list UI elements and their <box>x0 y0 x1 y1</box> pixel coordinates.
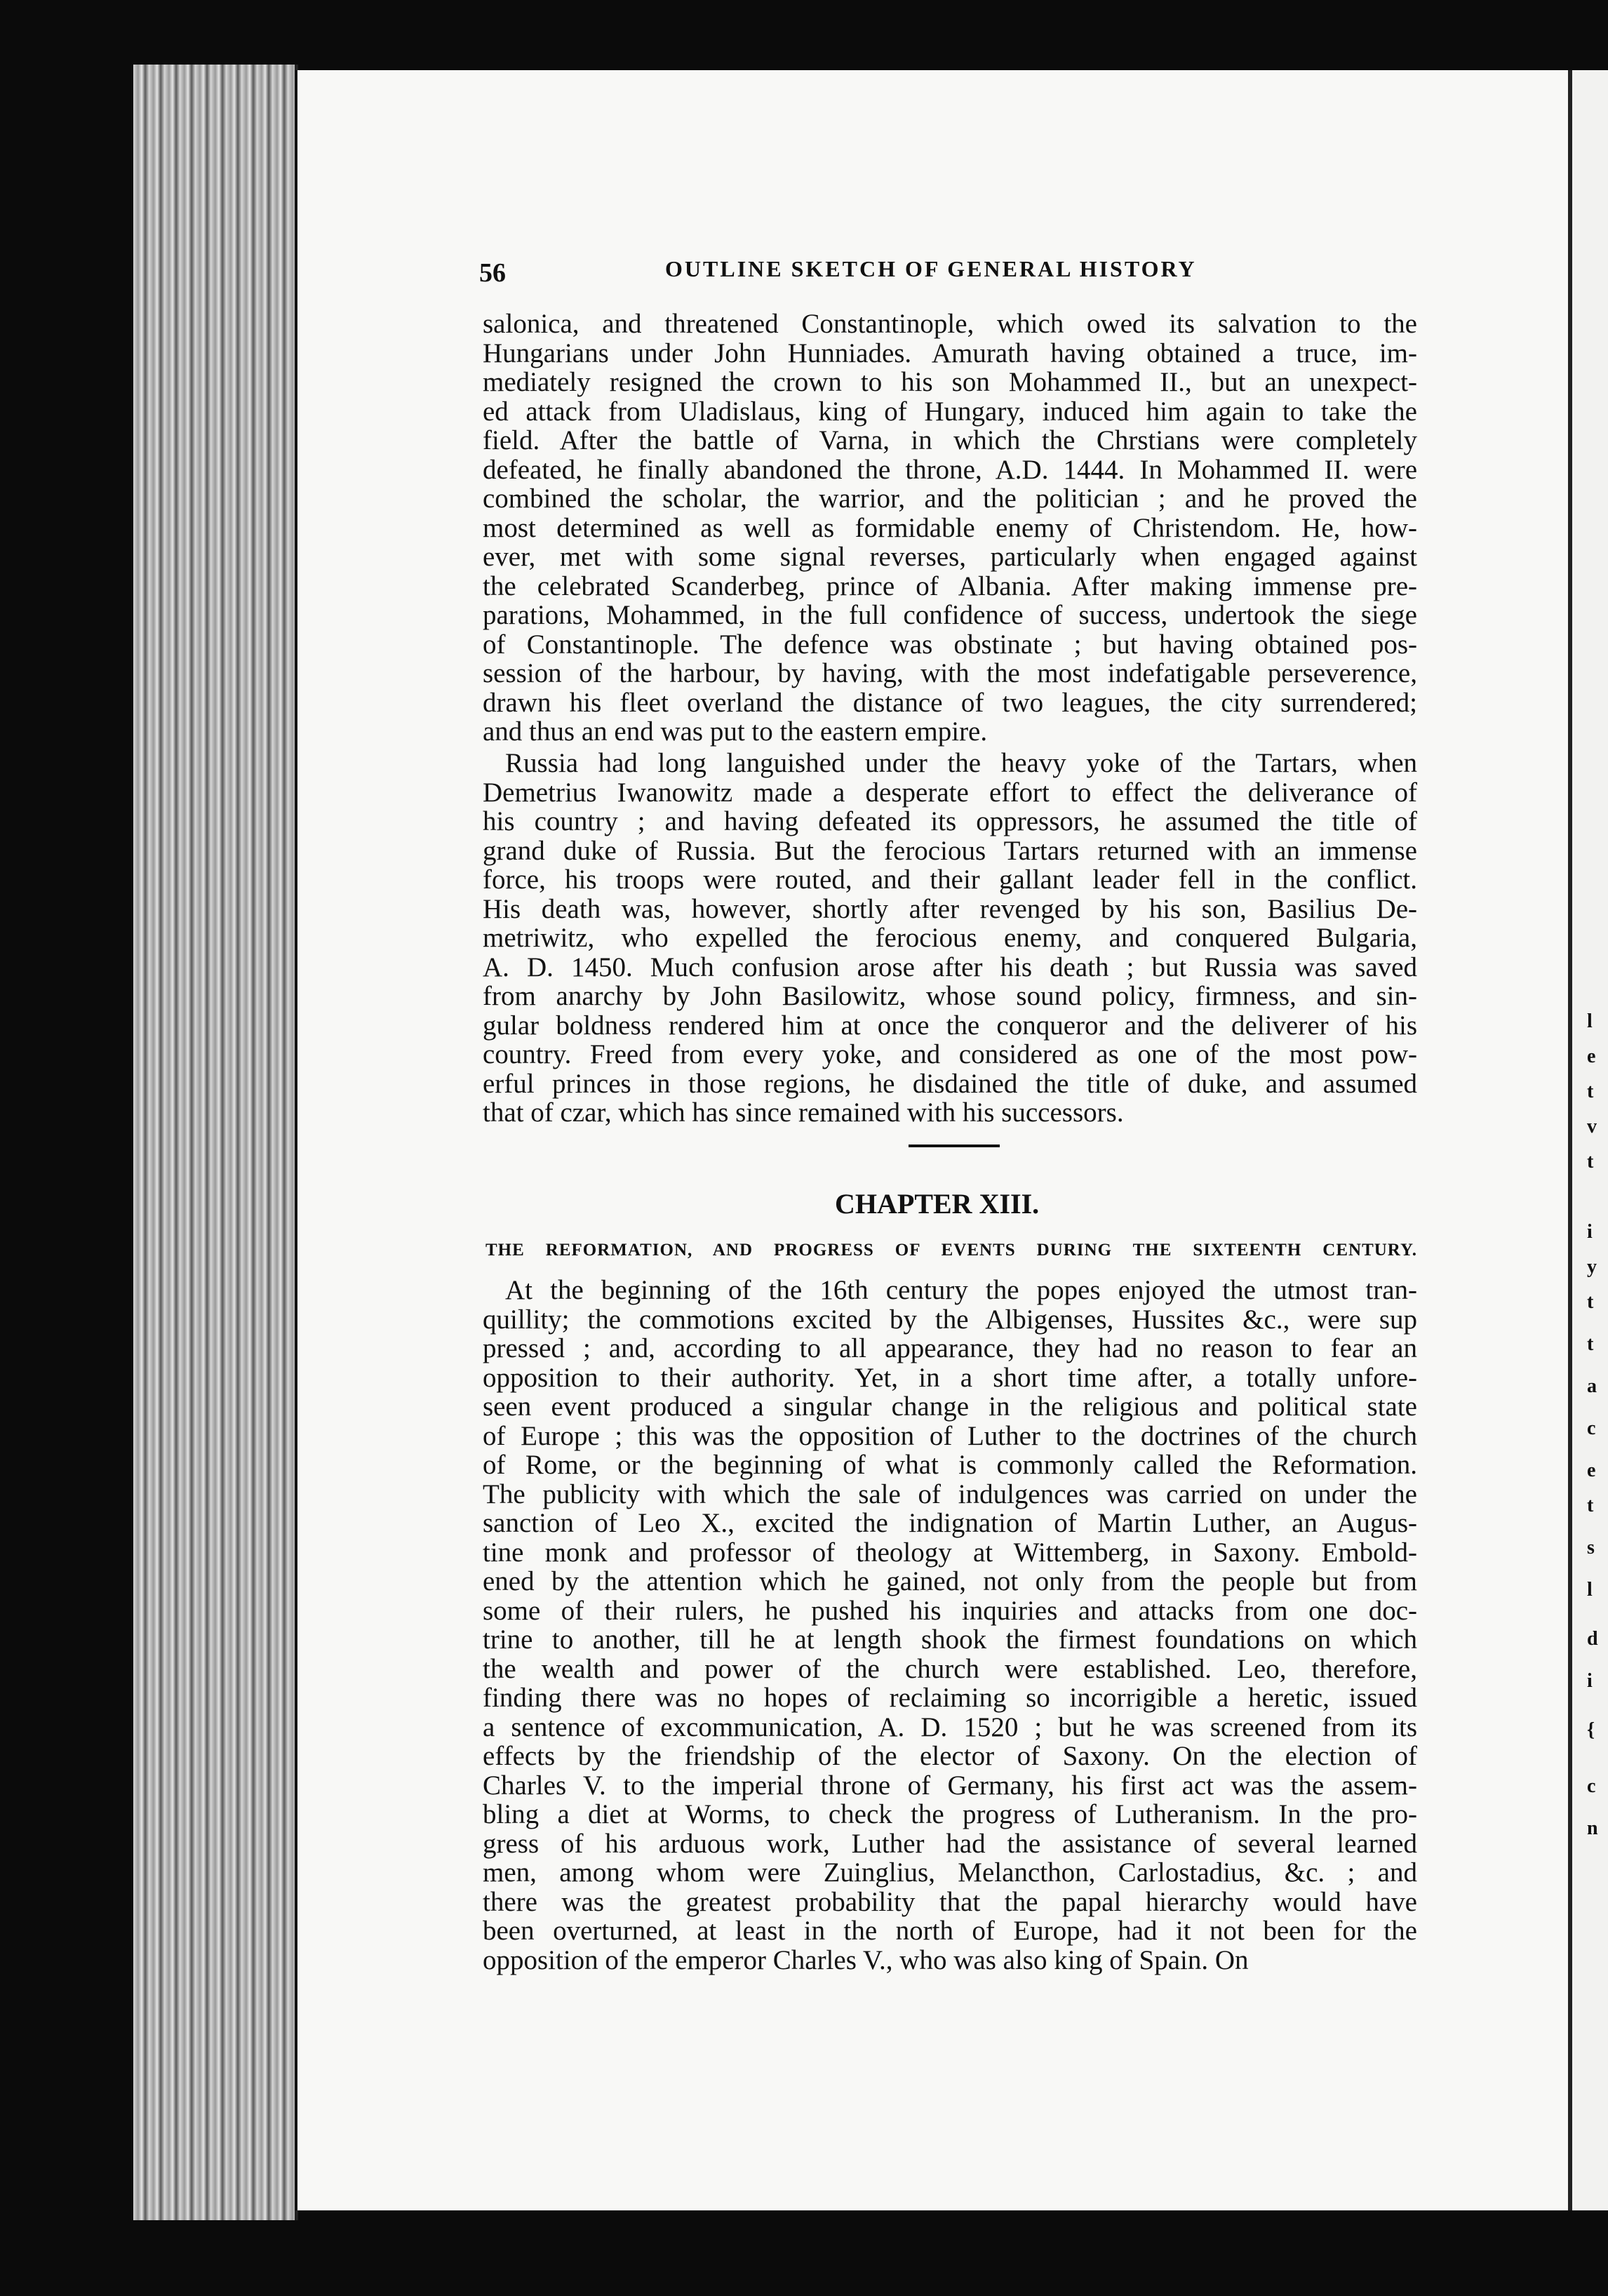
text-line: been overturned, at least in the north of Europe, had it not been for the <box>483 1916 1417 1946</box>
text-line: pressed ; and, according to all appearance, they had no reason to fear an <box>483 1333 1417 1363</box>
text-line: His death was, however, shortly after revenged by his son, Basilius De- <box>483 893 1417 924</box>
edge-letter: t <box>1587 1081 1594 1102</box>
text-line: ed attack from Uladislaus, king of Hungary, induced him again to take the <box>483 396 1417 427</box>
edge-letter: s <box>1587 1537 1595 1559</box>
page-number: 56 <box>479 258 506 288</box>
text-line: sanction of Leo X., excited the indignation of Martin Luther, an Augus- <box>483 1508 1417 1538</box>
text-line: some of their rulers, he pushed his inquiries and attacks from one doc- <box>483 1595 1417 1626</box>
edge-letter: l <box>1587 1010 1593 1032</box>
text-line: there was the greatest probability that the papal hierarchy would have <box>483 1886 1417 1917</box>
text-line: tine monk and professor of theology at Wittemberg, in Saxony. Embold- <box>483 1537 1417 1568</box>
edge-letter: i <box>1587 1670 1593 1692</box>
text-line: bling a diet at Worms, to check the progress of Lutheranism. In the pro- <box>483 1799 1417 1829</box>
edge-letter: e <box>1587 1046 1596 1067</box>
text-line: Demetrius Iwanowitz made a desperate effort to effect the deliverance of <box>483 777 1417 808</box>
text-line: a sentence of excommunication, A. D. 1520 ; but he was screened from its <box>483 1711 1417 1742</box>
text-line: that of czar, which has since remained with his successors. <box>483 1097 1124 1128</box>
edge-letter: v <box>1587 1116 1597 1137</box>
text-line: men, among whom were Zuinglius, Melancthon, Carlostadius, &c. ; and <box>483 1857 1417 1888</box>
text-line: from anarchy by John Basilowitz, whose sound policy, firmness, and sin- <box>483 981 1417 1011</box>
section-divider <box>909 1144 1000 1147</box>
text-line: At the beginning of the 16th century the popes enjoyed the utmost tran- <box>505 1275 1417 1305</box>
edge-letter: { <box>1587 1719 1595 1741</box>
edge-letter: n <box>1587 1817 1598 1839</box>
text-line: of Constantinople. The defence was obstinate ; but having obtained pos- <box>483 629 1417 660</box>
edge-letter: i <box>1587 1221 1593 1243</box>
text-line: defeated, he finally abandoned the throne, A.D. 1444. In Mohammed II. were <box>483 454 1417 485</box>
text-line: salonica, and threatened Constantinople, which owed its salvation to the <box>483 309 1417 339</box>
text-line: effects by the friendship of the elector of Saxony. On the election of <box>483 1741 1417 1771</box>
edge-letter: e <box>1587 1460 1596 1481</box>
text-line: of Rome, or the beginning of what is commonly called the Reformation. <box>483 1450 1417 1480</box>
edge-letter: y <box>1587 1256 1597 1278</box>
text-line: Charles V. to the imperial throne of Germany, his first act was the assem- <box>483 1770 1417 1801</box>
edge-letter: c <box>1587 1417 1596 1439</box>
text-line: metriwitz, who expelled the ferocious enemy, and conquered Bulgaria, <box>483 923 1417 953</box>
edge-letter: t <box>1587 1151 1594 1173</box>
edge-letter: a <box>1587 1375 1597 1397</box>
text-line: combined the scholar, the warrior, and the politician ; and he proved the <box>483 483 1417 514</box>
text-line: seen event produced a singular change in the religious and political state <box>483 1391 1417 1422</box>
text-line: ened by the attention which he gained, not only from the people but from <box>483 1566 1417 1596</box>
text-line: gular boldness rendered him at once the conqueror and the deliverer of his <box>483 1010 1417 1041</box>
text-line: the celebrated Scanderbeg, prince of Albania. After making immense pre- <box>483 570 1417 601</box>
text-line: his country ; and having defeated its oppressors, he assumed the title of <box>483 806 1417 836</box>
text-line: The publicity with which the sale of indulgences was carried on under the <box>483 1479 1417 1509</box>
text-line: grand duke of Russia. But the ferocious Tartars returned with an immense <box>483 835 1417 866</box>
text-line: opposition to their authority. Yet, in a short time after, a totally unfore- <box>483 1362 1417 1393</box>
text-line: the wealth and power of the church were established. Leo, therefore, <box>483 1653 1417 1684</box>
text-line: country. Freed from every yoke, and considered as one of the most pow- <box>483 1039 1417 1069</box>
text-line: finding there was no hopes of reclaiming so incorrigible a heretic, issued <box>483 1683 1417 1713</box>
text-line: most determined as well as formidable enemy of Christendom. He, how- <box>483 512 1417 543</box>
text-line: of Europe ; this was the opposition of Luther to the doctrines of the church <box>483 1420 1417 1451</box>
paragraph-turkish-empire <box>483 309 1417 747</box>
text-line: Russia had long languished under the heavy yoke of the Tartars, when <box>505 748 1417 778</box>
edge-letter: d <box>1587 1628 1598 1650</box>
facing-page-edge <box>1568 70 1608 2210</box>
book-page-edges <box>133 65 298 2220</box>
text-line: session of the harbour, by having, with the most indefatigable perseverence, <box>483 658 1417 688</box>
text-line: and thus an end was put to the eastern empire. <box>483 716 988 747</box>
chapter-title: CHAPTER XIII. <box>835 1188 1040 1220</box>
chapter-subtitle: THE REFORMATION, AND PROGRESS OF EVENTS DURING THE SIXTEENTH CENTURY. <box>485 1241 1417 1260</box>
text-line: force, his troops were routed, and their gallant leader fell in the conflict. <box>483 865 1417 895</box>
edge-letter: t <box>1587 1333 1594 1355</box>
edge-letter: l <box>1587 1579 1593 1601</box>
text-line: field. After the battle of Varna, in which the Chrstians were completely <box>483 425 1417 455</box>
edge-letter: t <box>1587 1495 1594 1516</box>
text-line: erful princes in those regions, he disdained the title of duke, and assumed <box>483 1068 1417 1099</box>
text-line: ever, met with some signal reverses, particularly when engaged against <box>483 542 1417 572</box>
edge-letter: c <box>1587 1775 1596 1797</box>
text-line: gress of his arduous work, Luther had the assistance of several learned <box>483 1828 1417 1859</box>
paragraph-russia <box>483 749 1417 1128</box>
edge-letter: t <box>1587 1291 1594 1313</box>
text-line: drawn his fleet overland the distance of two leagues, the city surrendered; <box>483 687 1417 718</box>
running-head: OUTLINE SKETCH OF GENERAL HISTORY <box>665 256 1197 281</box>
text-line: opposition of the emperor Charles V., who was also king of Spain. On <box>483 1944 1249 1975</box>
text-line: trine to another, till he at length shook the firmest foundations on which <box>483 1624 1417 1655</box>
text-line: A. D. 1450. Much confusion arose after his death ; but Russia was saved <box>483 952 1417 982</box>
text-line: Hungarians under John Hunniades. Amurath having obtained a truce, im- <box>483 338 1417 368</box>
paragraph-reformation <box>483 1276 1417 1975</box>
text-line: quillity; the commotions excited by the Albigenses, Hussites &c., were sup <box>483 1304 1417 1335</box>
text-line: parations, Mohammed, in the full confidence of success, undertook the siege <box>483 600 1417 630</box>
text-line: mediately resigned the crown to his son Mohammed II., but an unexpect- <box>483 367 1417 397</box>
